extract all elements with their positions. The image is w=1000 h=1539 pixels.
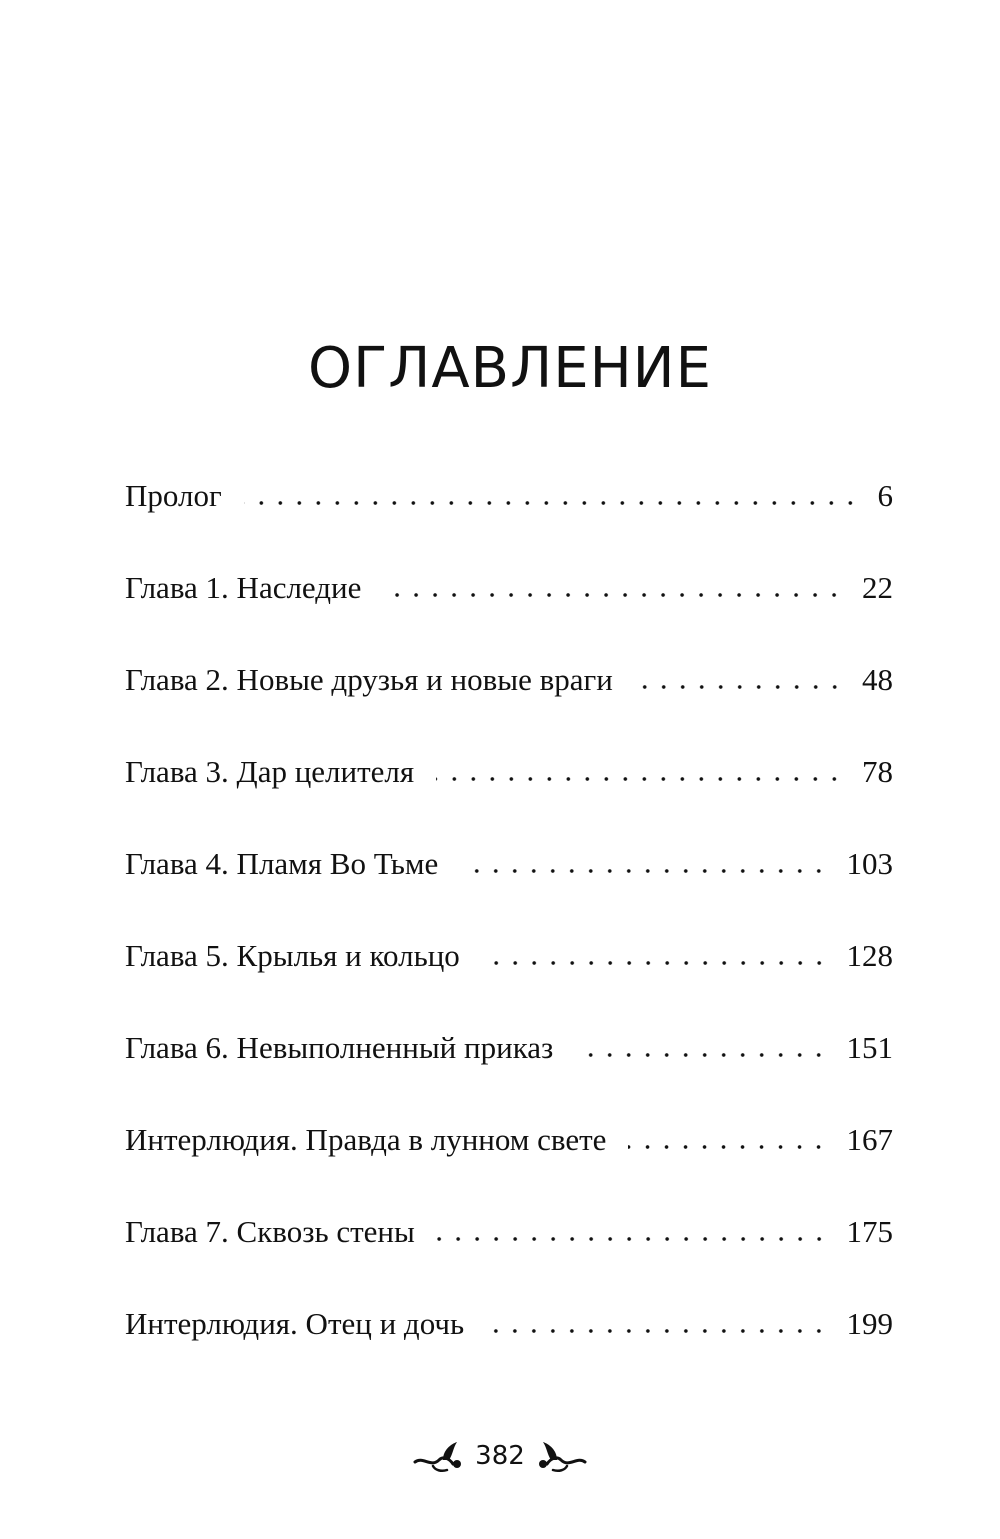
- toc-entry-page: 22: [862, 570, 893, 605]
- toc-entry-chapter-2[interactable]: [125, 656, 893, 748]
- toc-entry-page: 175: [846, 1214, 893, 1249]
- dot-leader: [486, 1324, 828, 1338]
- fleuron-right-icon: [537, 1438, 587, 1474]
- dot-leader: [436, 772, 844, 786]
- toc-entry-label: Глава 5. Крылья и кольцо: [125, 938, 460, 973]
- toc-entry-interlude-1[interactable]: [125, 1116, 893, 1208]
- toc-entry-label: Интерлюдия. Правда в лунном свете: [125, 1122, 607, 1157]
- dot-leader: [575, 1048, 828, 1062]
- fleuron-left-icon: [413, 1438, 463, 1474]
- page-number: 382: [475, 1441, 525, 1471]
- toc-entry-page: 199: [846, 1306, 893, 1341]
- dot-leader: [244, 496, 860, 510]
- toc-entry-prologue[interactable]: [125, 472, 893, 564]
- toc-entry-label: Глава 2. Новые друзья и новые враги: [125, 662, 613, 697]
- dot-leader: [460, 864, 828, 878]
- toc-entry-chapter-6[interactable]: [125, 1024, 893, 1116]
- page-title: ОГЛАВЛЕНИЕ: [308, 336, 712, 401]
- dot-leader: [635, 680, 844, 694]
- page-footer: [0, 1438, 1000, 1474]
- dot-leader: [628, 1140, 828, 1154]
- toc-entry-page: 151: [846, 1030, 893, 1065]
- toc-entry-label: Глава 4. Пламя Во Тьме: [125, 846, 439, 881]
- toc-entry-label: Глава 7. Сквозь стены: [125, 1214, 415, 1249]
- toc-entry-page: 103: [846, 846, 893, 881]
- toc-entry-label: Пролог: [125, 478, 222, 513]
- toc-entry-label: Глава 6. Невыполненный приказ: [125, 1030, 554, 1065]
- toc-entry-chapter-7[interactable]: [125, 1208, 893, 1300]
- table-of-contents: [125, 472, 893, 1392]
- toc-entry-page: 48: [862, 662, 893, 697]
- dot-leader: [383, 588, 844, 602]
- toc-entry-label: Глава 3. Дар целителя: [125, 754, 415, 789]
- toc-entry-chapter-1[interactable]: [125, 564, 893, 656]
- toc-entry-chapter-4[interactable]: [125, 840, 893, 932]
- toc-entry-page: 167: [846, 1122, 893, 1157]
- dot-leader: [482, 956, 829, 970]
- toc-entry-page: 78: [862, 754, 893, 789]
- toc-entry-chapter-5[interactable]: [125, 932, 893, 1024]
- toc-entry-page: 6: [877, 478, 893, 513]
- toc-entry-interlude-2[interactable]: [125, 1300, 893, 1392]
- toc-entry-label: Глава 1. Наследие: [125, 570, 362, 605]
- dot-leader: [437, 1232, 829, 1246]
- toc-entry-page: 128: [846, 938, 893, 973]
- toc-entry-label: Интерлюдия. Отец и дочь: [125, 1306, 465, 1341]
- toc-entry-chapter-3[interactable]: [125, 748, 893, 840]
